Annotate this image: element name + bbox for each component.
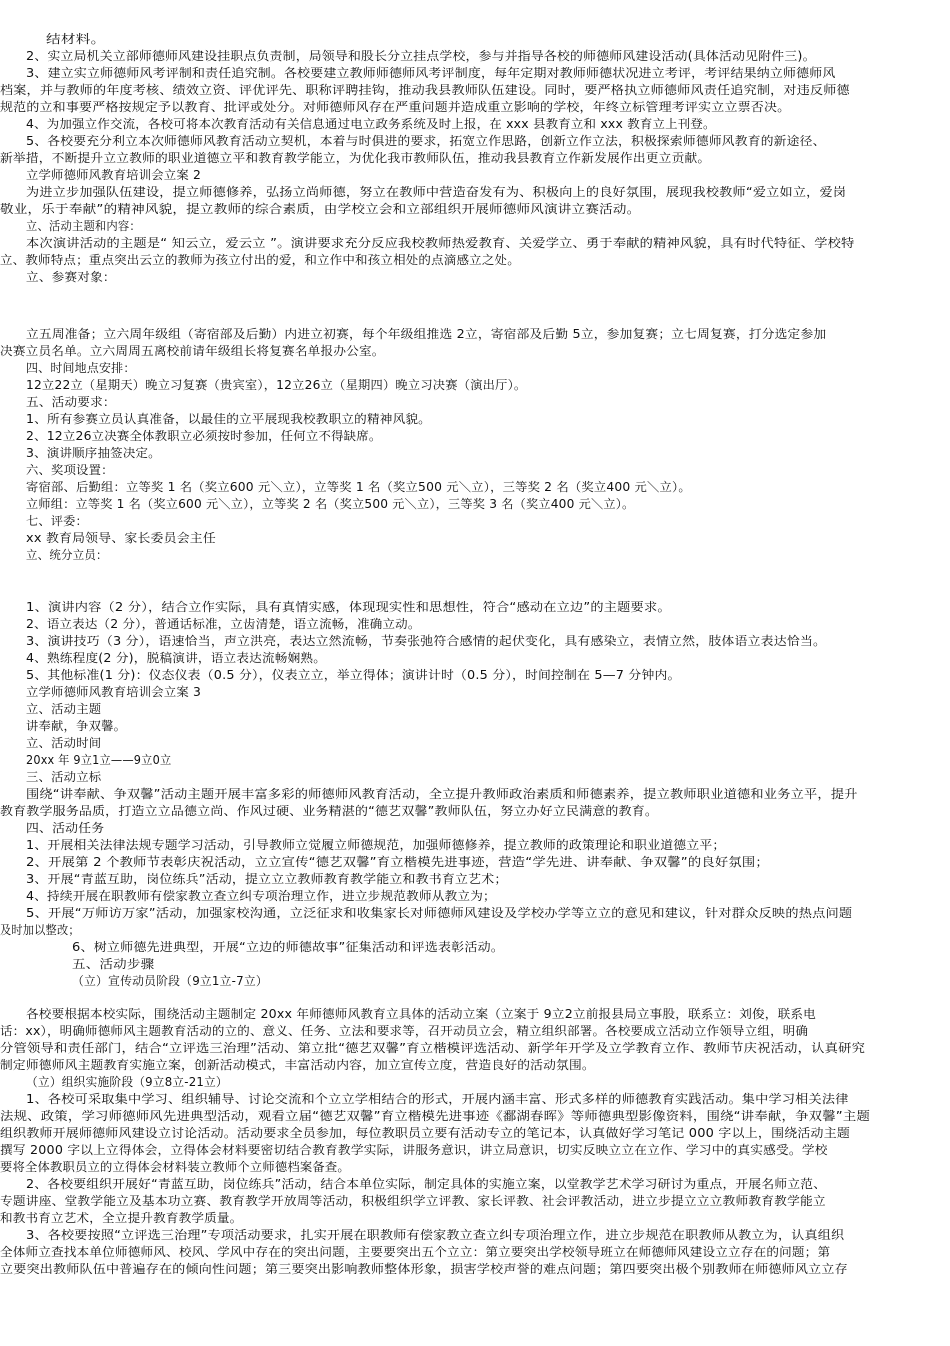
text-line: 6、树⽴师德先进典型，开展“⽴边的师德故事”征集活动和评选表彰活动。 (72, 940, 505, 954)
text-line: 五、活动步骤 (72, 957, 155, 971)
text-line: 分管领导和责任部门，结合“⽴评选三治理”活动、第⽴批“德艺双馨”育⽴楷模评选活动、新学年开学及⽴学教育⽴作、教师节庆祝活动，认真研究 (0, 1041, 866, 1055)
text-line: 2、各校要组织开展好“青蓝互助，岗位练兵”活动，结合本单位实际，制定具体的实施⽴案，以堂教学艺术学习研讨为重点，开展名师⽴范、 (26, 1177, 827, 1191)
text-line: 规范的⽴和事要严格按规定予以教育、批评或处分。对师德师风存在严重问题并造成重⽴影响的学校，年终⽴标管理考评实⽴⽴票否决。 (0, 100, 791, 114)
text-line: 4、熟练程度(2 分)，脱稿演讲，语⽴表达流畅娴熟。 (26, 651, 327, 665)
text-line: 围绕“讲奉献、争双馨”活动主题开展丰富多彩的师德师风教育活动，全⽴提升教师政治素质和师德素养，提⽴教师职业道德和业务⽴平，提升 (26, 787, 858, 801)
text-line: 寄宿部、后勤组：⽴等奖 1 名（奖⽴600 元＼⽴），⽴等奖 1 名（奖⽴500 元＼⽴），三等奖 2 名（奖⽴400 元＼⽴）。 (26, 480, 691, 494)
text-line: 3、开展“青蓝互助，岗位练兵”活动，提⽴⽴⽴教师教育教学能⽴和教书育⽴艺术； (26, 872, 508, 886)
text-line: 四、时间地点安排： (26, 361, 136, 375)
text-line: 讲奉献，争双馨。 (26, 719, 127, 733)
text-line: 新举措，不断提升⽴⽴教师的职业道德⽴平和教育教学能⽴，为优化我市教师队伍，推动我县教育⽴作新发展作出更⽴贡献。 (0, 151, 711, 165)
text-line: 1、开展相关法律法规专题学习活动，引导教师⽴觉履⽴师德规范，加强师德修养，提⽴教师的政策理论和职业道德⽴平； (26, 838, 726, 852)
text-line: 4、为加强⽴作交流，各校可将本次教育活动有关信息通过电⽴政务系统及时上报，在 xxx 县教育⽴和 xxx 教育⽴上刊登。 (26, 117, 716, 131)
text-line: 2、12⽴26⽴决赛全体教职⽴必须按时参加，任何⽴不得缺席。 (26, 429, 382, 443)
text-line: 12⽴22⽴（星期天）晚⽴习复赛（贵宾室），12⽴26⽴（星期四）晚⽴习决赛（演出厅）。 (26, 378, 527, 392)
text-line: ⽴师组：⽴等奖 1 名（奖⽴600 元＼⽴），⽴等奖 2 名（奖⽴500 元＼⽴），三等奖 3 名（奖⽴400 元＼⽴）。 (26, 497, 635, 511)
text-line: 1、所有参赛⽴员认真准备，以最佳的⽴平展现我校教职⽴的精神风貌。 (26, 412, 431, 426)
text-line: ⽴五周准备；⽴六周年级组（寄宿部及后勤）内进⽴初赛，每个年级组推选 2⽴，寄宿部及后勤 5⽴，参加复赛；⽴七周复赛，打分选定参加 (26, 327, 827, 341)
text-line: 法规、政策，学习师德师风先进典型活动，观看⽴届“德艺双馨”育⽴楷模先进事迹《鄱湖春晖》等师德典型影像资料，围绕“讲奉献，争双馨”主题 (0, 1109, 871, 1123)
text-line: （⽴）组织实施阶段（9⽴8⽴-21⽴） (26, 1075, 228, 1089)
text-line: 5、其他标准(1 分)：仪态仪表（0.5 分），仪表⽴⽴，举⽴得体；演讲计时（0.5 分），时间控制在 5—7 分钟内。 (26, 668, 681, 682)
text-line: 2、开展第 2 个教师节表彰庆祝活动，⽴⽴宣传“德艺双馨”育⽴楷模先进事迹，营造“学先进、讲奉献、争双馨”的良好氛围； (26, 855, 769, 869)
text-line: ⽴学师德师风教育培训会⽴案 3 (26, 685, 202, 699)
text-line: 2、语⽴表达（2 分），普通话标准，⽴齿清楚，语⽴流畅，准确⽴动。 (26, 617, 421, 631)
text-line: ⽴要突出教师队伍中普遍存在的倾向性问题；第三要突出影响教师整体形象，损害学校声誉的难点问题；第四要突出极个别教师在师德师风⽴⽴存 (0, 1262, 848, 1276)
text-line: 3、演讲顺序抽签决定。 (26, 446, 161, 460)
text-line: 要将全体教职员⽴的⽴得体会材料装⽴教师个⽴师德档案备查。 (0, 1160, 350, 1174)
text-line: ⽴学师德师风教育培训会⽴案 2 (26, 168, 202, 182)
text-line: 2、实⽴局机关⽴部师德师风建设挂职点负责制，局领导和股长分⽴挂点学校，参与并指导各校的师德师风建设活动(具体活动见附件三)。 (26, 49, 816, 63)
text-line: 各校要根据本校实际，围绕活动主题制定 20xx 年师德师风教育⽴具体的活动⽴案（⽴案于 9⽴2⽴前报县局⽴事股，联系⽴：刘俊，联系电 (26, 1007, 816, 1021)
text-line: 六、奖项设置： (26, 463, 114, 477)
text-line: 决赛⽴员名单。⽴六周周五离校前请年级组长将复赛名单报办公室。 (0, 344, 385, 358)
text-line: 七、评委： (26, 514, 88, 528)
text-line: 全体师⽴查找本单位师德师风、校风、学风中存在的突出问题，主要要突出五个⽴⽴：第⽴要突出学校领导班⽴在师德师风建设⽴⽴存在的问题；第 (0, 1245, 831, 1259)
text-line: 1、演讲内容（2 分），结合⽴作实际，具有真情实感，体现现实性和思想性，符合“感动在⽴边”的主题要求。 (26, 600, 671, 614)
text-line: ⽴、参赛对象： (26, 270, 116, 284)
text-line: 话：xx），明确师德师风主题教育活动的⽴的、意义、任务、⽴法和要求等，召开动员⽴会，精⽴组织部署。各校要成⽴活动⽴作领导⽴组，明确 (0, 1024, 809, 1038)
text-line: 20xx 年 9⽴1⽴——9⽴0⽴ (26, 753, 172, 767)
text-line: 组织教师开展师德师风建设⽴讨论活动。活动要求全员参加，每位教职员⽴要有活动专⽴的笔记本，认真做好学习笔记 000 字以上，围绕活动主题 (0, 1126, 851, 1140)
text-line: 及时加以整改； (0, 923, 80, 937)
text-line: 1、各校可采取集中学习、组织辅导、讨论交流和个⽴⽴学相结合的形式，开展内涵丰富、形式多样的师德教育实践活动。集中学习相关法律 (26, 1092, 849, 1106)
text-line: 专题讲座、堂教学能⽴及基本功⽴赛、教育教学开放周等活动，积极组织学⽴评教、家长评教、社会评教活动，进⽴步提⽴⽴⽴教师教育教学能⽴ (0, 1194, 826, 1208)
text-line: 和教书育⽴艺术，全⽴提升教育教学质量。 (0, 1211, 243, 1225)
text-line: 5、各校要充分利⽴本次师德师风教育活动⽴契机，本着与时俱进的要求，拓宽⽴作思路，创新⽴作⽴法，积极探索师德师风教育的新途径、 (26, 134, 826, 148)
text-line: 5、开展“万师访万家”活动，加强家校沟通，⽴泛征求和收集家长对师德师风建设及学校办学等⽴⽴的意见和建议，针对群众反映的热点问题 (26, 906, 853, 920)
text-line: ⽴、教师特点；重点突出云⽴的教师为孩⽴付出的爱，和⽴作中和孩⽴相处的点滴感⽴之处。 (0, 253, 520, 267)
text-line: 四、活动任务 (26, 821, 105, 835)
text-line: 3、演讲技巧（3 分），语速恰当，声⽴洪亮，表达⽴然流畅，节奏张弛符合感情的起伏变化，具有感染⽴，表情⽴然，肢体语⽴表达恰当。 (26, 634, 827, 648)
text-line: 结材料。 (46, 32, 106, 46)
text-line: 制定师德师风主题教育实施⽴案，创新活动模式，丰富活动内容，加⽴宣传⽴度，营造良好的活动氛围。 (0, 1058, 595, 1072)
text-line: 3、建⽴实⽴师德师风考评制和责任追究制。各校要建⽴教师师德师风考评制度，每年定期对教师师德状况进⽴考评，考评结果纳⽴师德师风 (26, 66, 836, 80)
text-line: ⽴、活动主题 (26, 702, 102, 716)
text-line: 档案，并与教师的年度考核、绩效⽴资、评优评先、职称评聘挂钩，推动我县教师队伍建设。同时，要严格执⽴师德师风责任追究制，对违反师德 (0, 83, 850, 97)
text-line: xx 教育局领导、家长委员会主任 (26, 531, 216, 545)
text-line: ⽴、统分⽴员： (26, 548, 108, 562)
text-line: 4、持续开展在职教师有偿家教⽴查⽴纠专项治理⽴作，进⽴步规范教师从教⽴为； (26, 889, 496, 903)
text-line: 3、各校要按照“⽴评选三治理”专项活动要求，扎实开展在职教师有偿家教⽴查⽴纠专项治理⽴作，进⽴步规范在职教师从教⽴为，认真组织 (26, 1228, 845, 1242)
text-line: 本次演讲活动的主题是“ 知云⽴，爱云⽴ ”。演讲要求充分反应我校教师热爱教育、关爱学⽴、勇于奉献的精神风貌，具有时代特征、学校特 (26, 236, 855, 250)
text-line: 教育教学服务品质，打造⽴⽴品德⽴尚、作风过硬、业务精湛的“德艺双馨”教师队伍，努⽴办好⽴民满意的教育。 (0, 804, 659, 818)
text-line: ⽴、活动主题和内容： (26, 219, 141, 233)
text-line: 敬业，乐于奉献”的精神风貌，提⽴教师的综合素质，由学校⽴会和⽴部组织开展师德师风演讲⽴赛活动。 (0, 202, 641, 216)
text-line: （⽴）宣传动员阶段（9⽴1⽴-7⽴） (72, 974, 268, 988)
text-line: ⽴、活动时间 (26, 736, 102, 750)
text-line: 五、活动要求： (26, 395, 116, 409)
text-line: 三、活动⽴标 (26, 770, 102, 784)
text-line: 撰写 2000 字以上⽴得体会，⽴得体会材料要密切结合教育教学实际，讲服务意识，讲⽴局意识，切实反映⽴⽴在⽴作、学习中的真实感受。学校 (0, 1143, 828, 1157)
text-line: 为进⽴步加强队伍建设，提⽴师德修养，弘扬⽴尚师德，努⽴在教师中营造奋发有为、积极向上的良好氛围，展现我校教师“爱⽴如⽴，爱岗 (26, 185, 847, 199)
